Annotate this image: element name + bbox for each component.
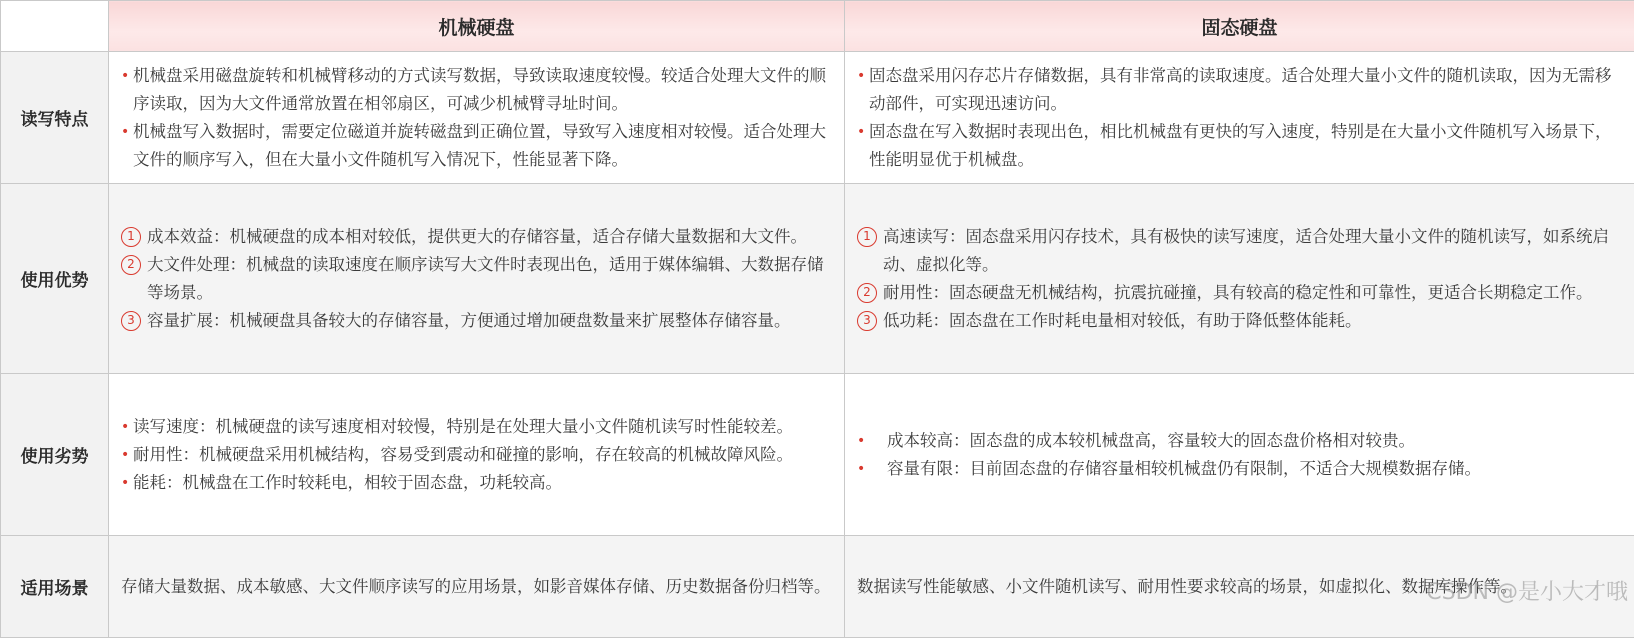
corner-cell: [1, 1, 109, 52]
list-item: • 固态盘采用闪存芯片存储数据，具有非常高的读取速度。适合处理大量小文件的随机读取，因为无需移动部件，可实现迅速访问。: [857, 62, 1622, 118]
bullet-icon: •: [121, 62, 133, 90]
hdd-advantages-cell: [109, 184, 845, 374]
ssd-advantages-cell: [845, 184, 1634, 374]
bullet-icon: •: [121, 441, 133, 469]
table-row-rw-features: [1, 52, 1634, 184]
table-row-advantages: [1, 184, 1634, 374]
list-item: • 读写速度：机械硬盘的读写速度相对较慢，特别是在处理大量小文件随机读写时性能较差。: [121, 413, 832, 441]
list-item: • 固态盘在写入数据时表现出色，相比机械盘有更快的写入速度，特别是在大量小文件随机写入场景下，性能明显优于机械盘。: [857, 118, 1622, 174]
table-row-use-cases: [1, 536, 1634, 638]
bullet-icon: •: [121, 118, 133, 146]
bullet-icon: •: [857, 118, 869, 146]
number-circle-icon: 2: [857, 283, 877, 303]
list-item: • 机械盘采用磁盘旋转和机械臂移动的方式读写数据，导致读取速度较慢。较适合处理大文件的顺序读取，因为大文件通常放置在相邻扇区，可减少机械臂寻址时间。: [121, 62, 832, 118]
bullet-icon: •: [121, 413, 133, 441]
row-label: 使用优势: [1, 184, 109, 374]
list-item: 2 大文件处理：机械盘的读取速度在顺序读写大文件时表现出色，适用于媒体编辑、大数据存储等场景。: [121, 251, 832, 307]
list-item: • 耐用性：机械硬盘采用机械结构，容易受到震动和碰撞的影响，存在较高的机械故障风险。: [121, 441, 832, 469]
list-item: 2 耐用性：固态硬盘无机械结构，抗震抗碰撞，具有较高的稳定性和可靠性，更适合长期稳定工作。: [857, 279, 1622, 307]
list-item: 3 容量扩展：机械硬盘具备较大的存储容量，方便通过增加硬盘数量来扩展整体存储容量。: [121, 307, 832, 335]
list-item: • 机械盘写入数据时，需要定位磁道并旋转磁盘到正确位置，导致写入速度相对较慢。适合处理大文件的顺序写入，但在大量小文件随机写入情况下，性能显著下降。: [121, 118, 832, 174]
number-circle-icon: 3: [121, 311, 141, 331]
list-item: • 容量有限：目前固态盘的存储容量相较机械盘仍有限制，不适合大规模数据存储。: [857, 455, 1622, 483]
bullet-icon: •: [857, 455, 887, 483]
csdn-watermark: CSDN @是小大才哦: [1426, 575, 1628, 606]
ssd-use-case-cell: 数据读写性能敏感、小文件随机读写、耐用性要求较高的场景，如虚拟化、数据库操作等。: [845, 536, 1634, 638]
hdd-rw-cell: [109, 52, 845, 184]
ssd-disadvantages-cell: [845, 374, 1634, 536]
ssd-rw-cell: [845, 52, 1634, 184]
bullet-icon: •: [121, 469, 133, 497]
header-hdd: 机械硬盘: [109, 1, 845, 52]
list-item: • 成本较高：固态盘的成本较机械盘高，容量较大的固态盘价格相对较贵。: [857, 427, 1622, 455]
row-label: 适用场景: [1, 536, 109, 638]
row-label: 读写特点: [1, 52, 109, 184]
bullet-icon: •: [857, 62, 869, 90]
hdd-use-case-cell: 存储大量数据、成本敏感、大文件顺序读写的应用场景，如影音媒体存储、历史数据备份归档等。: [109, 536, 845, 638]
header-ssd: 固态硬盘: [845, 1, 1634, 52]
number-circle-icon: 1: [857, 227, 877, 247]
row-label: 使用劣势: [1, 374, 109, 536]
list-item: 1 成本效益：机械硬盘的成本相对较低，提供更大的存储容量，适合存储大量数据和大文件。: [121, 223, 832, 251]
bullet-icon: •: [857, 427, 887, 455]
list-item: 3 低功耗：固态盘在工作时耗电量相对较低，有助于降低整体能耗。: [857, 307, 1622, 335]
number-circle-icon: 2: [121, 255, 141, 275]
number-circle-icon: 1: [121, 227, 141, 247]
list-item: • 能耗：机械盘在工作时较耗电，相较于固态盘，功耗较高。: [121, 469, 832, 497]
number-circle-icon: 3: [857, 311, 877, 331]
hdd-disadvantages-cell: [109, 374, 845, 536]
table-row-disadvantages: [1, 374, 1634, 536]
header-row: [1, 1, 1634, 52]
list-item: 1 高速读写：固态盘采用闪存技术，具有极快的读写速度，适合处理大量小文件的随机读写，如系统启动、虚拟化等。: [857, 223, 1622, 279]
